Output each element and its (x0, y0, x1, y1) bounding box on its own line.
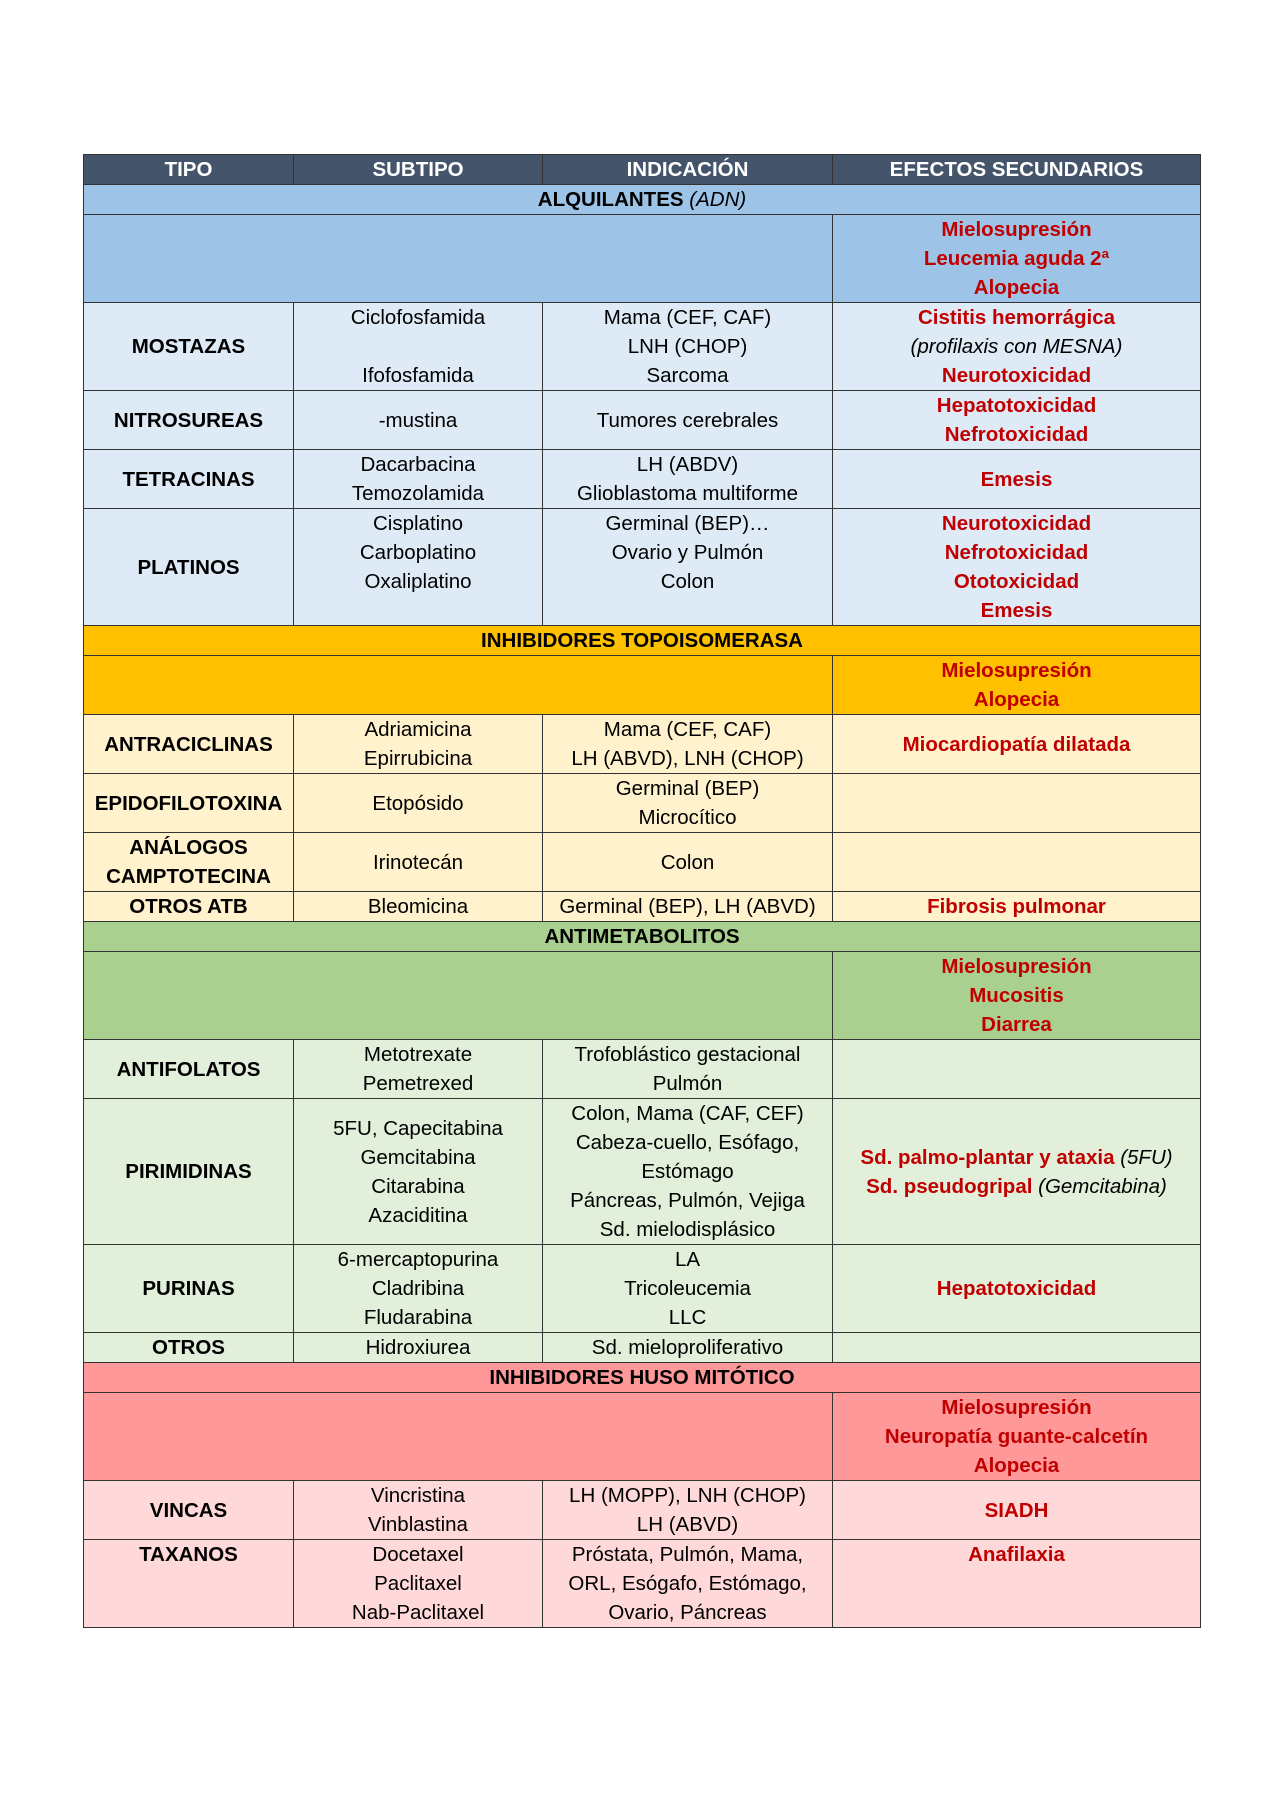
cell-tipo: NITROSUREAS (84, 391, 294, 450)
efecto-note: (5FU) (1120, 1145, 1173, 1169)
subtipo-line: Metotrexate (363, 1043, 473, 1066)
cell-indicacion (543, 303, 833, 391)
efecto-note: (Gemcitabina) (1038, 1174, 1167, 1198)
indicacion-line: Pulmón (652, 1072, 723, 1095)
chemotherapy-table (83, 154, 1201, 1628)
subtipo-line: 6-mercaptopurina (337, 1248, 499, 1271)
indicacion-line: Tumores cerebrales (596, 408, 779, 432)
general-effects-cell (833, 215, 1201, 303)
cell-efectos (833, 1540, 1201, 1628)
subtipo-line: Pemetrexed (362, 1072, 474, 1095)
cell-efectos (833, 892, 1201, 922)
section-title-cell (84, 1363, 1201, 1393)
indicacion-line: LH (ABDV) (636, 453, 739, 476)
general-effects-row (84, 1393, 1201, 1481)
header-subtipo: SUBTIPO (294, 155, 543, 185)
section-title-cell (84, 185, 1201, 215)
subtipo-line: Temozolamida (351, 482, 485, 505)
efecto-line-wrap (837, 1143, 1196, 1172)
section-title: INHIBIDORES TOPOISOMERASA (481, 629, 803, 652)
subtipo-line: Fludarabina (363, 1306, 473, 1329)
subtipo-line: Irinotecán (372, 850, 464, 874)
cell-tipo: PIRIMIDINAS (84, 1099, 294, 1245)
indicacion-line: Germinal (BEP), LH (ABVD) (559, 895, 816, 918)
indicacion-line: Cabeza-cuello, Esófago, Estómago (575, 1131, 800, 1183)
cell-efectos (833, 1099, 1201, 1245)
header-tipo: TIPO (84, 155, 294, 185)
subtipo-line: Ifofosfamida (362, 364, 474, 387)
table-row (84, 303, 1201, 391)
section-row (84, 922, 1201, 952)
cell-indicacion (543, 715, 833, 774)
indicacion-line: Ovario, Páncreas (608, 1601, 767, 1624)
cell-indicacion (543, 1540, 833, 1628)
cell-tipo: ANTRACICLINAS (84, 715, 294, 774)
general-effects-cell (833, 952, 1201, 1040)
cell-efectos (833, 391, 1201, 450)
general-effect: Mielosupresión (941, 1396, 1092, 1419)
table-row (84, 1099, 1201, 1245)
header-indicacion: INDICACIÓN (543, 155, 833, 185)
general-effect: Alopecia (973, 688, 1060, 711)
indicacion-line: Microcítico (638, 806, 737, 829)
table-row (84, 1333, 1201, 1363)
cell-subtipo (294, 833, 543, 892)
cell-efectos (833, 303, 1201, 391)
indicacion-line: Sd. mielodisplásico (599, 1218, 776, 1241)
subtipo-line: Adriamicina (364, 718, 472, 741)
subtipo-line: Carboplatino (359, 541, 477, 564)
table-row (84, 715, 1201, 774)
subtipo-line: Vinblastina (368, 1513, 468, 1536)
cell-indicacion (543, 1099, 833, 1245)
subtipo-line: Etopósido (372, 791, 464, 815)
cell-tipo: VINCAS (84, 1481, 294, 1540)
cell-indicacion (543, 1040, 833, 1099)
cell-subtipo (294, 1099, 543, 1245)
efecto-line: Neurotoxicidad (941, 512, 1092, 535)
cell-efectos (833, 1040, 1201, 1099)
table-row (84, 509, 1201, 626)
cell-indicacion (543, 450, 833, 509)
cell-subtipo (294, 509, 543, 626)
subtipo-line: Hidroxiurea (365, 1336, 471, 1359)
section-title-note: (ADN) (689, 188, 747, 211)
section-title-cell (84, 626, 1201, 656)
indicacion-line: Próstata, Pulmón, Mama, (571, 1543, 804, 1566)
section-row (84, 1363, 1201, 1393)
cell-tipo: EPIDOFILOTOXINA (84, 774, 294, 833)
cell-subtipo (294, 1481, 543, 1540)
indicacion-line: Tricoleucemia (624, 1277, 751, 1300)
subtipo-line: Gemcitabina (360, 1145, 476, 1169)
section-title: ANTIMETABOLITOS (544, 925, 740, 948)
cell-tipo: PLATINOS (84, 509, 294, 626)
indicacion-line: Páncreas, Pulmón, Vejiga (570, 1189, 805, 1212)
indicacion-line: Colon, Mama (CAF, CEF) (571, 1102, 804, 1125)
indicacion-line: Mama (CEF, CAF) (603, 718, 772, 741)
subtipo-line: Bleomicina (367, 895, 469, 918)
header-efectos: EFECTOS SECUNDARIOS (833, 155, 1201, 185)
general-effects-blank (84, 952, 833, 1040)
indicacion-line: Trofoblástico gestacional (574, 1043, 801, 1066)
cell-efectos (833, 1333, 1201, 1363)
general-effect: Leucemia aguda 2ª (923, 247, 1110, 270)
subtipo-line: Vincristina (370, 1484, 466, 1507)
cell-subtipo (294, 450, 543, 509)
cell-subtipo (294, 1040, 543, 1099)
indicacion-line: Sarcoma (646, 364, 729, 387)
subtipo-line: Paclitaxel (374, 1572, 462, 1595)
subtipo-line: Azaciditina (368, 1203, 468, 1227)
cell-efectos (833, 833, 1201, 892)
cell-subtipo (294, 1540, 543, 1628)
table-row (84, 1540, 1201, 1628)
indicacion-line: LH (ABVD) (636, 1513, 739, 1536)
indicacion-line: LH (ABVD), LNH (CHOP) (571, 747, 804, 770)
table-row (84, 1245, 1201, 1333)
cell-tipo: TETRACINAS (84, 450, 294, 509)
indicacion-line: LLC (668, 1306, 707, 1329)
indicacion-line: Mama (CEF, CAF) (603, 306, 772, 329)
table-row (84, 1481, 1201, 1540)
efecto-line: Nefrotoxicidad (944, 423, 1089, 446)
cell-indicacion (543, 774, 833, 833)
subtipo-line (298, 596, 538, 625)
table-row (84, 774, 1201, 833)
cell-tipo: ANTIFOLATOS (84, 1040, 294, 1099)
indicacion-line: Colon (660, 850, 715, 874)
cell-subtipo (294, 1333, 543, 1363)
indicacion-line: LA (674, 1248, 701, 1271)
cell-indicacion (543, 833, 833, 892)
efecto-line: Sd. palmo-plantar y ataxia (860, 1145, 1115, 1169)
efecto-line: SIADH (984, 1498, 1049, 1522)
cell-tipo: TAXANOS (84, 1540, 294, 1628)
table-row (84, 1040, 1201, 1099)
cell-subtipo (294, 715, 543, 774)
table-body (84, 185, 1201, 1628)
table-row (84, 833, 1201, 892)
general-effects-cell (833, 656, 1201, 715)
cell-subtipo (294, 303, 543, 391)
cell-tipo: PURINAS (84, 1245, 294, 1333)
cell-efectos (833, 509, 1201, 626)
efecto-line: Emesis (980, 599, 1053, 622)
cell-efectos (833, 715, 1201, 774)
section-title: ALQUILANTES (537, 188, 684, 211)
general-effect: Mielosupresión (941, 955, 1092, 978)
cell-efectos (833, 1245, 1201, 1333)
efecto-line: Ototoxicidad (953, 570, 1080, 593)
general-effect: Diarrea (981, 1013, 1052, 1036)
subtipo-line: Citarabina (371, 1174, 465, 1198)
efecto-line: Hepatotoxicidad (936, 1277, 1097, 1300)
indicacion-line (547, 596, 828, 625)
subtipo-line: -mustina (378, 408, 458, 432)
general-effects-row (84, 952, 1201, 1040)
subtipo-line: Cladribina (371, 1277, 465, 1300)
cell-indicacion (543, 1245, 833, 1333)
efecto-line: Neurotoxicidad (941, 364, 1092, 387)
efecto-line: Cistitis hemorrágica (917, 306, 1116, 329)
general-effects-row (84, 656, 1201, 715)
cell-subtipo (294, 774, 543, 833)
cell-tipo: OTROS ATB (84, 892, 294, 922)
table-row (84, 450, 1201, 509)
cell-indicacion (543, 1333, 833, 1363)
cell-indicacion (543, 509, 833, 626)
subtipo-line (298, 332, 538, 361)
section-row (84, 185, 1201, 215)
subtipo-line: Docetaxel (372, 1543, 464, 1566)
indicacion-line: Germinal (BEP) (615, 777, 760, 800)
subtipo-line: 5FU, Capecitabina (333, 1116, 503, 1140)
indicacion-line: LNH (CHOP) (627, 335, 748, 358)
cell-indicacion (543, 391, 833, 450)
general-effect: Mielosupresión (941, 659, 1092, 682)
indicacion-line: Glioblastoma multiforme (576, 482, 798, 505)
indicacion-line: ORL, Esógafo, Estómago, (568, 1572, 807, 1595)
efecto-line: Miocardiopatía dilatada (902, 732, 1131, 756)
indicacion-line: Ovario y Pulmón (611, 541, 764, 564)
efecto-line: Sd. pseudogripal (866, 1174, 1033, 1198)
cell-subtipo (294, 1245, 543, 1333)
cell-efectos (833, 774, 1201, 833)
table-row (84, 391, 1201, 450)
subtipo-line: Epirrubicina (363, 747, 473, 770)
cell-efectos (833, 450, 1201, 509)
subtipo-line: Nab-Paclitaxel (351, 1601, 485, 1624)
efecto-line: Anafilaxia (968, 1543, 1065, 1566)
general-effect: Mucositis (969, 984, 1064, 1007)
efecto-line-wrap (837, 1172, 1196, 1201)
subtipo-line: Ciclofosfamida (350, 306, 486, 329)
section-title-cell (84, 922, 1201, 952)
cell-indicacion (543, 892, 833, 922)
efecto-line: (profilaxis con MESNA) (910, 335, 1123, 358)
cell-tipo: OTROS (84, 1333, 294, 1363)
general-effects-blank (84, 1393, 833, 1481)
general-effects-cell (833, 1393, 1201, 1481)
general-effects-blank (84, 215, 833, 303)
header-row (84, 155, 1201, 185)
section-title: INHIBIDORES HUSO MITÓTICO (489, 1366, 795, 1389)
cell-tipo: ANÁLOGOS CAMPTOTECINA (84, 833, 294, 892)
efecto-line: Hepatotoxicidad (936, 394, 1097, 417)
cell-efectos (833, 1481, 1201, 1540)
general-effects-row (84, 215, 1201, 303)
general-effect: Alopecia (973, 276, 1060, 299)
general-effects-blank (84, 656, 833, 715)
efecto-line: Fibrosis pulmonar (927, 895, 1106, 918)
efecto-line: Emesis (980, 467, 1053, 491)
indicacion-line: Colon (660, 570, 715, 593)
indicacion-line: Sd. mieloproliferativo (591, 1336, 784, 1359)
subtipo-line: Oxaliplatino (364, 570, 472, 593)
cell-subtipo (294, 391, 543, 450)
section-row (84, 626, 1201, 656)
cell-indicacion (543, 1481, 833, 1540)
cell-tipo: MOSTAZAS (84, 303, 294, 391)
general-effect: Alopecia (973, 1454, 1060, 1477)
general-effect: Mielosupresión (941, 218, 1092, 241)
indicacion-line: LH (MOPP), LNH (CHOP) (569, 1484, 806, 1507)
indicacion-line: Germinal (BEP)… (605, 512, 770, 535)
subtipo-line: Dacarbacina (360, 453, 476, 476)
general-effect: Neuropatía guante-calcetín (884, 1425, 1149, 1448)
cell-subtipo (294, 892, 543, 922)
efecto-line: Nefrotoxicidad (944, 541, 1089, 564)
subtipo-line: Cisplatino (372, 512, 464, 535)
table-row (84, 892, 1201, 922)
